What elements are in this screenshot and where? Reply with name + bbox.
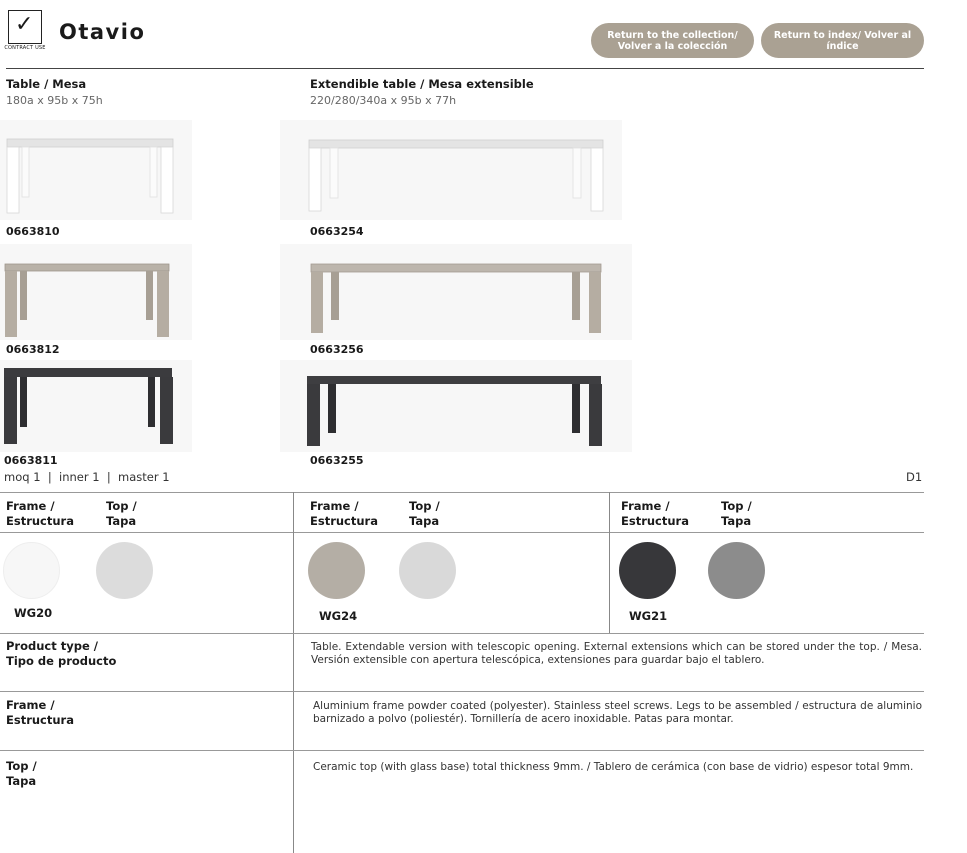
page-code: D1 — [906, 470, 923, 484]
spec-label-top: Top / Tapa — [6, 759, 37, 788]
extendible-taupe-image — [280, 244, 632, 340]
spec-text-product-type: Table. Extendable version with telescopic opening. External extensions which can be stored under the top. / Mesa. Versión extensible con apertura telescópica, extensiones para guardar bajo el tablero. — [311, 641, 922, 666]
spec-label-frame: Frame / Estructura — [6, 698, 74, 727]
top-finish-header: Top / Tapa — [409, 499, 440, 528]
finish-divider-top — [0, 492, 924, 493]
spec-divider — [0, 691, 924, 692]
packaging-info: moq 1 | inner 1 | master 1 — [4, 470, 170, 484]
column-divider — [293, 492, 294, 853]
frame-swatch-taupe — [308, 542, 365, 599]
extendible-anthracite-image — [280, 360, 632, 452]
top-finish-header: Top / Tapa — [106, 499, 137, 528]
return-to-index-button[interactable]: Return to index/ Volver al índice — [761, 23, 924, 58]
frame-finish-header: Frame / Estructura — [6, 499, 74, 528]
spec-text-top: Ceramic top (with glass base) total thickness 9mm. / Tablero de cerámica (con base de vidrio) espesor total 9mm. — [313, 761, 914, 773]
spec-divider — [0, 750, 924, 751]
product-code: 0663254 — [310, 225, 364, 238]
finish-code: WG21 — [629, 609, 668, 623]
product-code: 0663812 — [6, 343, 60, 356]
extendible-dimensions: 220/280/340a x 95b x 77h — [310, 94, 457, 107]
column-divider — [609, 492, 610, 633]
extendible-section-title: Extendible table / Mesa extensible — [310, 77, 534, 91]
checkmark-icon: ✓ — [15, 12, 34, 37]
table-dimensions: 180a x 95b x 75h — [6, 94, 103, 107]
product-code: 0663811 — [4, 454, 58, 467]
spec-divider — [0, 633, 924, 634]
top-swatch-white — [96, 542, 153, 599]
table-section-title: Table / Mesa — [6, 77, 87, 91]
table-anthracite-image — [0, 360, 192, 452]
frame-finish-header: Frame / Estructura — [621, 499, 689, 528]
spec-label-product-type: Product type / Tipo de producto — [6, 639, 117, 668]
frame-swatch-white — [3, 542, 60, 599]
frame-finish-header: Frame / Estructura — [310, 499, 378, 528]
spec-text-frame: Aluminium frame powder coated (polyester). Stainless steel screws. Legs to be assembled / estructura de aluminio barnizado a polvo (poliestér). Tornillería de acero inoxidable. Patas para montar. — [313, 700, 922, 725]
contract-use-icon — [8, 10, 42, 44]
return-to-collection-button[interactable]: Return to the collection/ Volver a la colección — [591, 23, 754, 58]
header-divider — [6, 68, 924, 69]
finish-header-divider — [0, 532, 924, 533]
product-code: 0663256 — [310, 343, 364, 356]
collection-title: Otavio — [59, 20, 146, 44]
contract-use-label: CONTRACT USE — [4, 45, 46, 51]
top-swatch-anthracite — [708, 542, 765, 599]
finish-code: WG24 — [319, 609, 358, 623]
top-swatch-taupe — [399, 542, 456, 599]
table-white-image — [0, 120, 192, 220]
table-taupe-image — [0, 244, 192, 340]
extendible-white-image — [280, 120, 622, 220]
product-code: 0663810 — [6, 225, 60, 238]
frame-swatch-anthracite — [619, 542, 676, 599]
top-finish-header: Top / Tapa — [721, 499, 752, 528]
product-code: 0663255 — [310, 454, 364, 467]
finish-code: WG20 — [14, 606, 53, 620]
